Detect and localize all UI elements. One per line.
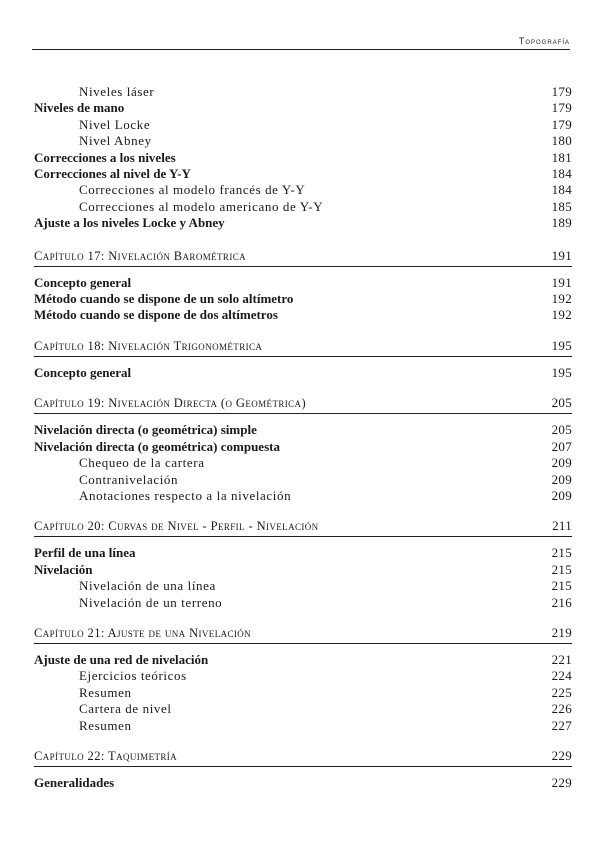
toc-entry (34, 291, 572, 307)
toc-subentry (34, 488, 572, 504)
entry-label: Generalidades (34, 774, 115, 790)
entry-label: Método cuando se dispone de dos altímetros (34, 307, 278, 323)
chapter-title: Capítulo 21: Ajuste de una Nivelación (34, 625, 252, 640)
entry-label: Concepto general (34, 274, 132, 290)
entry-label: Contranivelación (79, 471, 179, 487)
chapter-heading (34, 518, 572, 537)
toc-entry (34, 166, 572, 182)
entry-label: Anotaciones respecto a la nivelación (79, 487, 292, 503)
running-header: Topografía (518, 36, 570, 46)
page-number: 184 (551, 182, 572, 198)
page-number: 211 (552, 518, 572, 534)
toc-subentry (34, 685, 572, 701)
toc-subentry (34, 718, 572, 734)
page-number: 179 (551, 84, 572, 99)
entry-label: Ajuste de una red de nivelación (34, 651, 209, 667)
page-number: 225 (551, 684, 572, 700)
entry-label: Perfil de una línea (34, 545, 136, 561)
page-number: 207 (551, 438, 572, 454)
page-number: 215 (551, 561, 572, 577)
toc-entry (34, 275, 572, 291)
toc-subentry (34, 472, 572, 488)
page-number: 209 (551, 455, 572, 471)
page-number: 205 (551, 395, 572, 411)
entry-label: Nivelación directa (o geométrica) simple (34, 422, 257, 438)
page-number: 179 (551, 100, 572, 116)
page-number: 181 (551, 149, 572, 165)
page-number: 179 (551, 116, 572, 132)
toc-subentry (34, 133, 572, 149)
entry-label: Método cuando se dispone de un solo altímetro (34, 291, 294, 307)
page-number: 192 (551, 291, 572, 307)
page-number: 205 (551, 422, 572, 438)
page-number: 215 (551, 545, 572, 561)
toc-subentry (34, 117, 572, 133)
toc-subentry (34, 182, 572, 198)
chapter-heading (34, 748, 572, 767)
page-number: 192 (551, 307, 572, 323)
toc-entry (34, 422, 572, 438)
toc-entry (34, 307, 572, 323)
page-number: 209 (551, 487, 572, 503)
page-number: 191 (551, 274, 572, 290)
chapter-title: Capítulo 22: Taquimetría (34, 748, 178, 763)
entry-label: Resumen (79, 684, 132, 700)
table-of-contents (34, 84, 572, 791)
entry-label: Correcciones al modelo americano de Y-Y (79, 198, 324, 214)
page-number: 219 (551, 624, 572, 640)
page-number: 191 (551, 247, 572, 263)
chapter-title: Capítulo 19: Nivelación Directa (o Geométrica) (34, 396, 307, 411)
page-number: 180 (551, 133, 572, 149)
page-number: 224 (551, 668, 572, 684)
toc-subentry (34, 84, 572, 100)
toc-subentry (34, 668, 572, 684)
page-number: 226 (551, 701, 572, 717)
chapter-heading (34, 395, 572, 414)
toc-subentry (34, 578, 572, 594)
entry-label: Chequeo de la cartera (79, 455, 205, 471)
page-number: 184 (551, 166, 572, 182)
chapter-heading (34, 625, 572, 644)
toc-entry (34, 365, 572, 381)
toc-entry (34, 562, 572, 578)
page-number: 229 (551, 747, 572, 763)
toc-entry (34, 100, 572, 116)
page-number: 221 (551, 651, 572, 667)
page-number: 215 (551, 578, 572, 594)
entry-label: Correcciones al nivel de Y-Y (34, 166, 191, 182)
page-number: 189 (551, 215, 572, 231)
page-number: 229 (551, 774, 572, 790)
page-number: 227 (551, 717, 572, 733)
page-number: 209 (551, 471, 572, 487)
page-number: 195 (551, 364, 572, 380)
page-number: 216 (551, 594, 572, 610)
entry-label: Correcciones al modelo francés de Y-Y (79, 182, 306, 198)
toc-entry (34, 439, 572, 455)
entry-label: Nivelación directa (o geométrica) compuesta (34, 438, 280, 454)
entry-label: Nivelación (34, 561, 93, 577)
toc-entry (34, 150, 572, 166)
toc-subentry (34, 199, 572, 215)
toc-entry (34, 652, 572, 668)
toc-entry (34, 545, 572, 561)
chapter-title: Capítulo 20: Curvas de Nivel - Perfil - Nivelación (34, 519, 319, 534)
entry-label: Nivelación de un terreno (79, 594, 223, 610)
page-number: 185 (551, 198, 572, 214)
toc-entry (34, 775, 572, 791)
entry-label: Nivel Abney (79, 133, 152, 149)
page-number: 195 (551, 337, 572, 353)
entry-label: Nivelación de una línea (79, 578, 216, 594)
entry-label: Concepto general (34, 364, 132, 380)
entry-label: Ejercicios teóricos (79, 668, 187, 684)
toc-entry (34, 215, 572, 231)
entry-label: Correcciones a los niveles (34, 149, 176, 165)
entry-label: Ajuste a los niveles Locke y Abney (34, 215, 225, 231)
entry-label: Cartera de nivel (79, 701, 172, 717)
toc-subentry (34, 455, 572, 471)
toc-subentry (34, 595, 572, 611)
chapter-title: Capítulo 17: Nivelación Barométrica (34, 248, 247, 263)
chapter-heading (34, 248, 572, 267)
entry-label: Resumen (79, 717, 132, 733)
entry-label: Niveles láser (79, 84, 155, 99)
toc-subentry (34, 701, 572, 717)
header-rule (32, 49, 570, 50)
entry-label: Nivel Locke (79, 116, 151, 132)
entry-label: Niveles de mano (34, 100, 125, 116)
chapter-heading (34, 338, 572, 357)
chapter-title: Capítulo 18: Nivelación Trigonométrica (34, 338, 263, 353)
